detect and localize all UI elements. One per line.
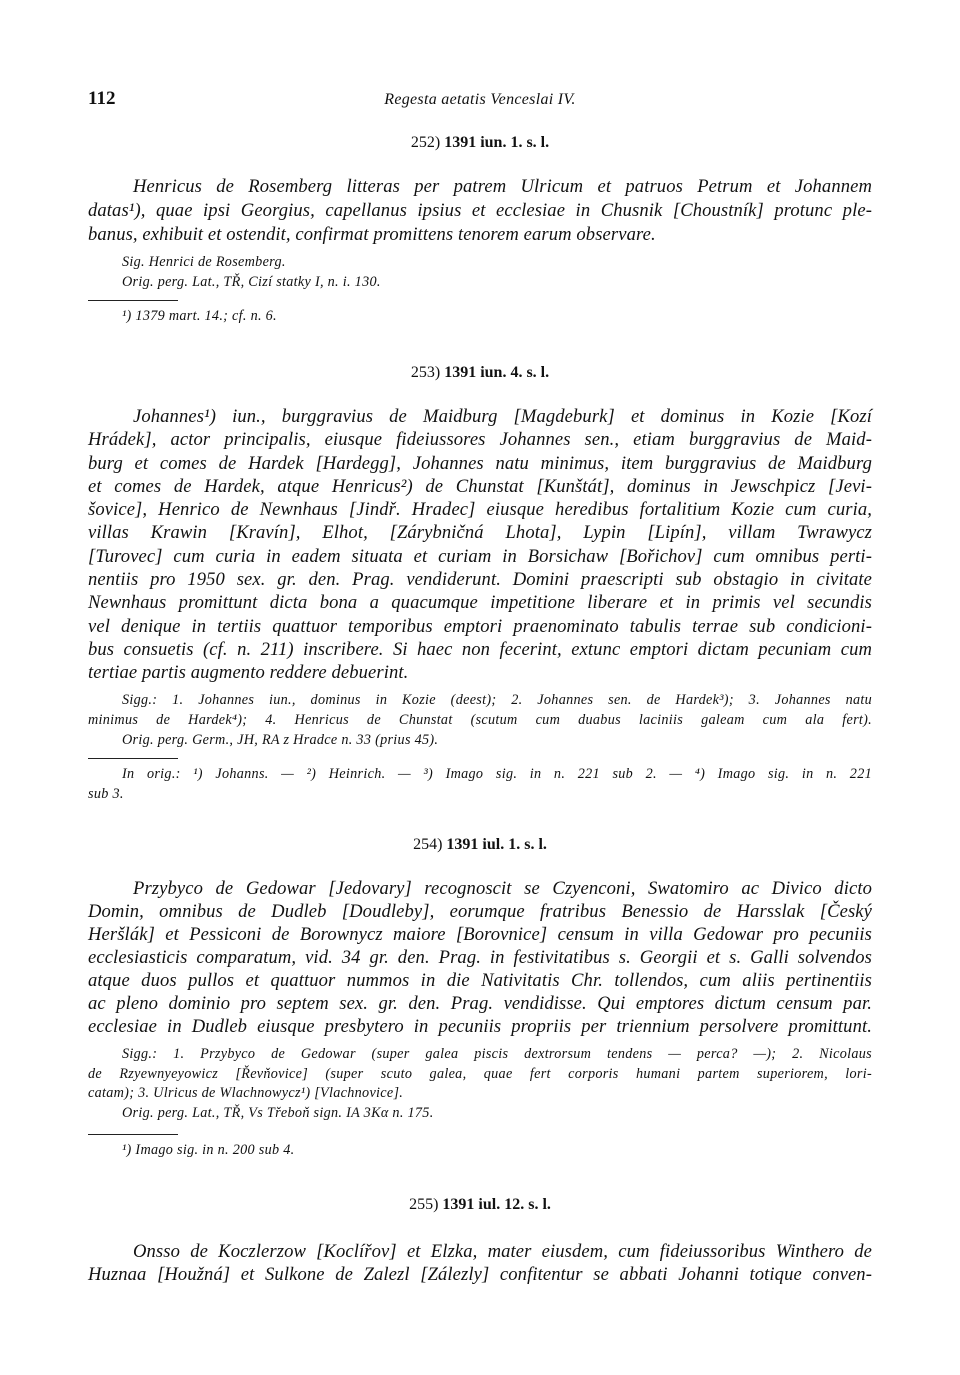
text-line: Johannes¹) iun., burggravius de Maidburg [Magdeburk] et dominus in Kozie [Kozí	[133, 406, 872, 427]
regest-text-254	[88, 877, 872, 1038]
text-line: vel denique in tertiis quattuor temporibus emptori praenominato tabulis terrae sub condicioni-	[88, 615, 872, 637]
archive-note: Orig. perg. Germ., JH, RA z Hradce n. 33 (prius 45).	[122, 732, 439, 748]
sources-254	[88, 1045, 872, 1123]
entry-heading-253	[88, 364, 872, 382]
sources-252	[88, 252, 872, 292]
text-line: burg et comes de Hardek [Hardegg], Johannes natu minimus, item burggravius de Maidburg	[88, 452, 872, 474]
entry-number: 254)	[413, 836, 443, 853]
text-line: Newnhaus promittunt dicta bona a quacumque impetitione liberare et in primis vel secundis	[88, 592, 872, 614]
text-line: Hrádek], actor principalis, eiusque fideiussores Johannes sen., etiam burggravius de Maid-	[88, 429, 872, 451]
text-line: atque duos pullos et quattuor nummos in die Nativitatis Chr. tollendos, cum aliis pertinentiis	[88, 970, 872, 991]
seal-note: Sigg.: 1. Przybyco de Gedowar (super galea piscis dextrorsum tendens — perca? —); 2. Nicolaus	[122, 1046, 872, 1062]
footnotes-252	[88, 306, 872, 326]
text-line: ac pleno dominio pro septem sex. gr. den. Prag. vendidisse. Qui emptores dictum censum par.	[88, 993, 872, 1014]
sources-253	[88, 690, 872, 750]
entry-date: 1391 iul. 12. s. l.	[442, 1196, 551, 1213]
entry-heading-252	[88, 134, 872, 152]
footnotes-254	[88, 1140, 872, 1160]
text-line: Huznaa [Houžná] et Sulkone de Zalezl [Zálezly] confitentur se abbati Johanni totique conven-	[88, 1264, 872, 1285]
text-line: banus, exhibuit et ostendit, confirmat promittens tenorem earum observare.	[88, 224, 656, 245]
running-head	[88, 88, 872, 112]
footnote-rule	[88, 758, 178, 759]
footnote: sub 3.	[88, 786, 124, 802]
entry-date: 1391 iul. 1. s. l.	[446, 836, 547, 853]
entry-heading-255	[88, 1196, 872, 1214]
seal-note: de Rzyewnyeyowicz [Řevňovice] (super scuto galea, quae fert corporis humani partem superiorem, lori-	[88, 1065, 872, 1082]
archive-note: Orig. perg. Lat., TŘ, Cizí statky I, n. i. 130.	[122, 274, 381, 290]
text-line: datas¹), quae ipsi Georgius, capellanus ipsius et ecclesiae in Chusnik [Choustník] protunc ple-	[88, 200, 872, 221]
regest-text-253	[88, 405, 872, 685]
running-title: Regesta aetatis Venceslai IV.	[384, 91, 576, 108]
text-line: Domin, omnibus de Dudleb [Doudleby], eorumque fratribus Benessio de Harsslak [Český	[88, 901, 872, 922]
regest-text-252	[88, 175, 872, 247]
text-line: bus consuetis (cf. n. 211) inscribere. Si haec non fecerint, extunc emptori dictam pecuniam cum	[88, 638, 872, 660]
text-line: Onsso de Koczlerzow [Koclířov] et Elzka, mater eiusdem, cum fideiussoribus Winthero de	[133, 1241, 872, 1262]
text-line: ecclesiasticis comparatum, vid. 34 gr. den. Prag. in festivitatibus s. Georgii et s. Galli solvendos	[88, 947, 872, 968]
footnote: ¹) 1379 mart. 14.; cf. n. 6.	[122, 308, 277, 324]
footnote-rule	[88, 1134, 178, 1135]
entry-date: 1391 iun. 4. s. l.	[444, 364, 550, 381]
footnote-rule	[88, 300, 178, 301]
entry-date: 1391 iun. 1. s. l.	[444, 134, 550, 151]
entry-heading-254	[88, 836, 872, 854]
text-line: villas Krawin [Kravín], Elhot, [Zárybničná Lhota], Lypin [Lipín], villam Twrawycz	[88, 522, 872, 544]
entry-number: 255)	[409, 1196, 439, 1213]
page-number: 112	[88, 88, 116, 109]
regest-text-255	[88, 1240, 872, 1286]
footnote: ¹) Imago sig. in n. 200 sub 4.	[122, 1142, 295, 1158]
text-line: nentiis pro 1950 sex. gr. den. Prag. vendiderunt. Domini praescripti sub obstagio in civitate	[88, 569, 872, 591]
text-line: šovice], Henrico de Newnhaus [Jindř. Hradec] eiusque heredibus fortalitium Kozie cum curia,	[88, 499, 872, 521]
text-line: et comes de Hardek, atque Henricus²) de Chunstat [Kunštát], dominus in Jewschpicz [Jevi-	[88, 475, 872, 497]
footnote: In orig.: ¹) Johanns. — ²) Heinrich. — ³) Imago sig. in n. 221 sub 2. — ⁴) Imago sig. in n. 221	[122, 766, 872, 782]
entry-number: 252)	[410, 134, 441, 151]
text-line: tertiae partis augmento reddere debuerint.	[88, 662, 409, 684]
text-line: Przybyco de Gedowar [Jedovary] recognoscit se Czyenconi, Swatomiro ac Divico dicto	[133, 878, 872, 899]
footnotes-253	[88, 764, 872, 804]
seal-note: minimus de Hardek⁴); 4. Henricus de Chunstat (scutum cum duabus laciniis galeam cum ala fert).	[88, 712, 872, 728]
archive-note: Orig. perg. Lat., TŘ, Vs Třeboň sign. IA 3Kα n. 175.	[122, 1104, 434, 1121]
text-line: Henricus de Rosemberg litteras per patrem Ulricum et patruos Petrum et Johannem	[133, 176, 872, 197]
seal-note: Sig. Henrici de Rosemberg.	[122, 254, 286, 270]
entry-number: 253)	[410, 364, 441, 381]
seal-note: Sigg.: 1. Johannes iun., dominus in Kozie (deest); 2. Johannes sen. de Hardek³); 3. Johannes natu	[122, 692, 872, 708]
text-line: Heršlák] et Pessiconi de Borownycz maiore [Borovnice] censum in villa Gedowar pro pecuniis	[88, 924, 872, 945]
text-line: ecclesiae in Dudleb eiusque presbytero in pecuniis propriis per triennium persolvere promittunt.	[88, 1016, 872, 1037]
text-line: [Turovec] cum curia in eadem situata et curiam in Borsichaw [Bořichov] cum omnibus perti-	[88, 545, 872, 567]
seal-note: catam); 3. Ulricus de Wlachnowycz¹) [Vlachnovice].	[88, 1085, 404, 1101]
